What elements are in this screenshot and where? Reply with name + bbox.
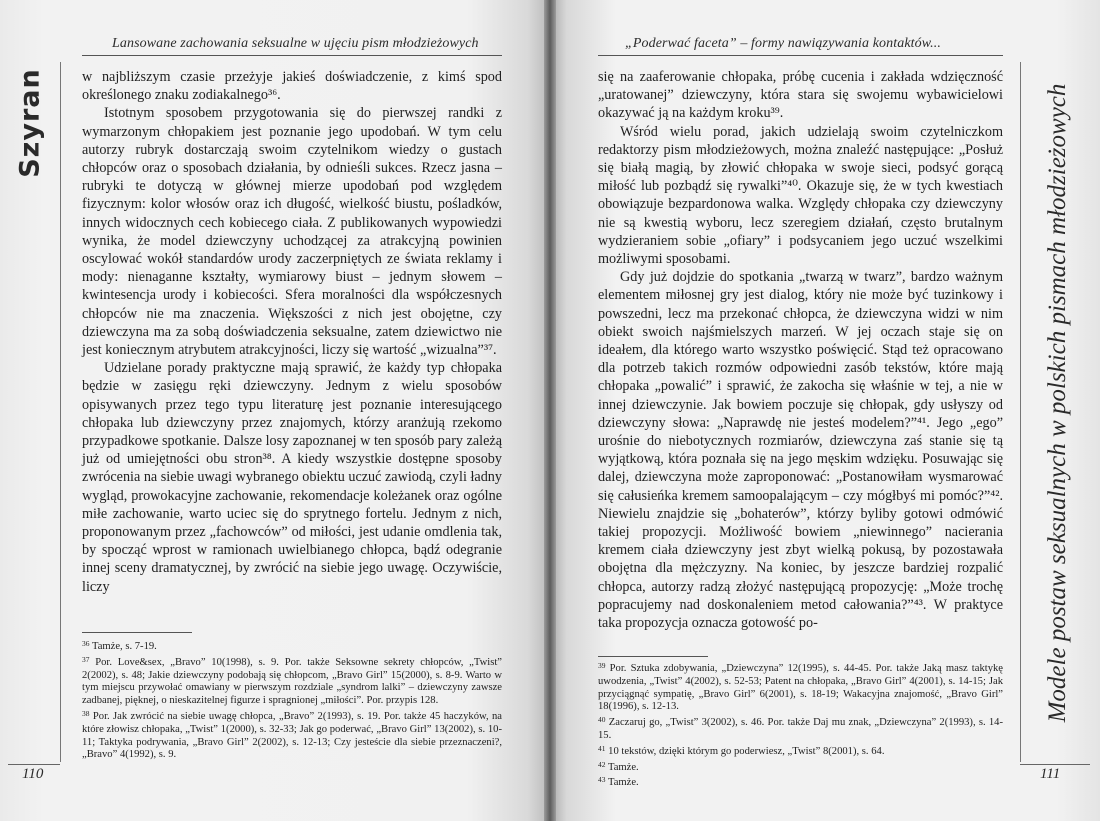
footnote [82, 708, 502, 762]
paragraph: Gdy już dojdzie do spotkania „twarzą w twarz”, bardzo ważnym elementem miłosnej gry jest dialog, który nie może być tuzinkowy i powszedni, lecz ma przekonać chłopca, że dziewczyna widzi w nim obiekt swoich najśmielszych marzeń. W jej oczach staje się on ideałem, dla którego warto wszystko poświęcić. Stąd też opracowano dla potrzeb takich rozmów odpowiedni zasób tekstów, które mają chłopaka „powalić” i sprawić, że zakocha się właśnie w tej, a nie w innej dziewczynie. Jak bowiem poczuje się chłopak, gdy usłyszy od dziewczyny słowa: „Naprawdę nie jesteś modelem?”⁴¹. Jego „ego” urośnie do niebotycznych rozmiarów, dziewczyna zaś stanie się tą wyjątkową, która poznała się na jego męskim wdzięku. Posuwając się dalej, dziewczyna może zaproponować: „Postanowiłam wysmarować się całusieńka kremem samoopalającym – czy mógłbyś mi pomóc?”⁴². Niewielu znajdzie się „bohaterów”, którzy byliby gotowi odmówić takiej propozycji. Możliwość bowiem „niewinnego” nacierania kremem ciała dziewczyny jest zbyt wielką pokusą, by pozostawała obojętna dla mężczyzny. Na koniec, by jeszcze bardziej rozpalić chłopca, autorzy radzą złożyć następującą propozycję: „Może trochę popracujemy nad doskonaleniem metod całowania?”⁴³. W praktyce taka propozycja oznacza gotowość po- [598, 269, 1003, 632]
footnote-number: 37 [82, 654, 90, 664]
footnote-rule-right [598, 656, 708, 657]
footnote [598, 743, 1003, 759]
book-title: Modele postaw seksualnych w polskich pismach młodzieżowych [1044, 83, 1071, 723]
footnote-number: 41 [598, 743, 606, 753]
footnote-text: Por. Sztuka zdobywania, „Dziewczyna” 12(1995), s. 44-45. Por. także Jaką masz taktykę uwodzenia, „Twist” 4(2002), s. 52-53; Patent na chłopaka, „Bravo Girl” 4(2001), s. 14-15; Jak przyciągnąć sympatię, „Bravo Girl” 6(2001), s. 18-19; Wakacyjna znajomość, „Bravo Girl” 18(1996), s. 12-13. [598, 663, 1003, 713]
author-name: Szyran [14, 68, 46, 178]
header-rule-right [598, 55, 1003, 56]
page-number-left: 110 [22, 766, 44, 782]
footnote-text: Zaczaruj go, „Twist” 3(2002), s. 46. Por. także Daj mu znak, „Dziewczyna” 2(1993), s. 14-15. [598, 717, 1003, 741]
footnote-text: Tamże. [607, 777, 639, 789]
footer-rule-left [8, 764, 60, 765]
side-title-label [1028, 68, 1088, 738]
paragraph: Wśród wielu porad, jakich udzielają swoim czytelniczkom redaktorzy pism młodzieżowych, można znaleźć następujące: „Posłuż się białą magią, by złowić chłopaka w swoje sieci, podsyć gorącą miłość lub pozbądź się rywalki”⁴⁰. Okazuje się, że w tych kwestiach obowiązuje bezpardonowa walka. Względy chłopaka czy dziewczyny nie są kwestią wyboru, lecz szeregiem działań, często brutalnym wydzieraniem sobie „ofiary” i podsycaniem jego uczuć wszelkimi możliwymi sposobami. [598, 123, 1003, 268]
footnote [598, 774, 1003, 790]
footnote [82, 654, 502, 708]
footnote-rule-left [82, 632, 192, 633]
footnote [598, 660, 1003, 714]
footnote-number: 43 [598, 775, 606, 785]
book-gutter [544, 0, 556, 821]
footer-rule-right [1020, 764, 1090, 765]
right-page [550, 0, 1100, 821]
body-text-left [82, 68, 502, 596]
footnote [598, 759, 1003, 775]
footnote-text: Por. Jak zwrócić na siebie uwagę chłopca, „Bravo” 2(1993), s. 19. Por. także 45 haczyków, na które złowisz chłopaka, „Twist” 1(2000), s. 32-33; Jak go poderwać, „Bravo Girl” 13(2002), s. 10-11; Taktyka podrywania, „Bravo Girl” 2(2002), s. 12-13; Czy jesteście dla siebie przeznaczeni?, „Bravo” 4(1992), s. 9. [82, 710, 502, 761]
footnote [598, 714, 1003, 743]
side-rule-left [60, 62, 61, 762]
body-text-right [598, 68, 1003, 632]
footnotes-left [82, 638, 502, 762]
footnote-text: Tamże, s. 7-19. [91, 641, 157, 652]
footnote-text: Por. Love&sex, „Bravo” 10(1998), s. 9. Por. także Seksowne sekrety chłopców, „Twist” 2(2002), s. 48; Jakie dziewczyny podobają się chłopcom, „Bravo Girl” 15(2000), s. 8-9. Warto w tym miejscu przywołać omawiany w pierwszym rozdziale „syndrom lalki” – dziewczyny zawsze zadbanej, pięknej, o nieskazitelnej figurze i spragnionej „miłości”. Por. przypis 128. [82, 656, 502, 707]
side-author-label [8, 68, 52, 178]
paragraph: Udzielane porady praktyczne mają sprawić, że każdy typ chłopaka będzie w zasięgu ręki dziewczyny. Jednym z wielu sposobów opisywanych przez tego typu literaturę jest poznanie interesującego chłopaka lub dziewczyny przez znajomych, którzy aranżują rzekomo przypadkowe spotkanie. Dalsze losy zapoznanej w ten sposób pary zależą już od umiejętności obu stron³⁸. A kiedy wszystkie dostępne sposoby zwrócenia na siebie uwagi wybranego obiektu uczuć zawiodą, czyli ładny wygląd, prowokacyjne zachowanie, rekomendacje koleżanek oraz ogólne miłe zachowanie, warto uciec się do sprytnego fortelu. Jednym z nich, proponowanym przez „fachowców” od miłości, jest udanie omdlenia tak, by spocząć wprost w ramionach uwielbianego chłopca, bądź odegranie innej sceny dramatycznej, by zwrócić na siebie jego uwagę. Oczywiście, liczy [82, 360, 502, 595]
paragraph: Istotnym sposobem przygotowania się do pierwszej randki z wymarzonym chłopakiem jest poznanie jego upodobań. W tym celu autorzy rubryk dostarczają swoim czytelnikom wiedzy o gustach chłopców oraz o sposobach działania, by odnieśli sukces. Rzecz jasna – rubryki te dotyczą w głównej mierze upodobań pod względem fizycznym: kolor włosów oraz ich długość, wielkość biustu, pośladków, innych widocznych cech kobiecego ciała. Z publikowanych wypowiedzi wynika, że model dziewczyny uchodzącej za atrakcyjną powinien oscylować wokół standardów urody zaczerpniętych ze świata reklamy i mody: nienaganne kształty, wymiarowy biust – jednym słowem – kwintesencja urody i kobiecości. Sfera moralności dla współczesnych chłopców nie ma znaczenia. Większości z nich jest obojętne, czy dziewczyna ma za sobą doświadczenia seksualne, zatem dziewictwo nie jest koniecznym atrybutem atrakcyjności, liczy się wartość „wizualna”³⁷. [82, 105, 502, 359]
footnote [82, 638, 502, 654]
header-rule-left [82, 55, 502, 56]
footnote-number: 39 [598, 661, 606, 670]
footnote-number: 38 [82, 708, 90, 718]
footnote-number: 36 [82, 639, 90, 648]
footnote-number: 40 [598, 715, 606, 725]
footnote-text: Tamże. [607, 761, 639, 773]
running-head-left: Lansowane zachowania seksualne w ujęciu pism młodzieżowych [112, 36, 479, 51]
footnote-number: 42 [598, 759, 606, 769]
page-number-right: 111 [1040, 766, 1061, 782]
paragraph: w najbliższym czasie przeżyje jakieś doświadczenie, z kimś spod określonego znaku zodiakalnego³⁶. [82, 69, 502, 104]
running-head-right: „Poderwać faceta” – formy nawiązywania kontaktów... [625, 36, 941, 51]
side-rule-right [1020, 62, 1021, 762]
footnotes-right [598, 660, 1003, 790]
footnote-text: 10 tekstów, dzięki którym go poderwiesz, „Twist” 8(2001), s. 64. [608, 745, 885, 757]
paragraph: się na zaaferowanie chłopaka, próbę cucenia i zakłada wdzięczność „uratowanej” dziewczyny, która stara się swojemu wybawicielowi okazywać ją na każdym kroku³⁹. [598, 69, 1003, 122]
